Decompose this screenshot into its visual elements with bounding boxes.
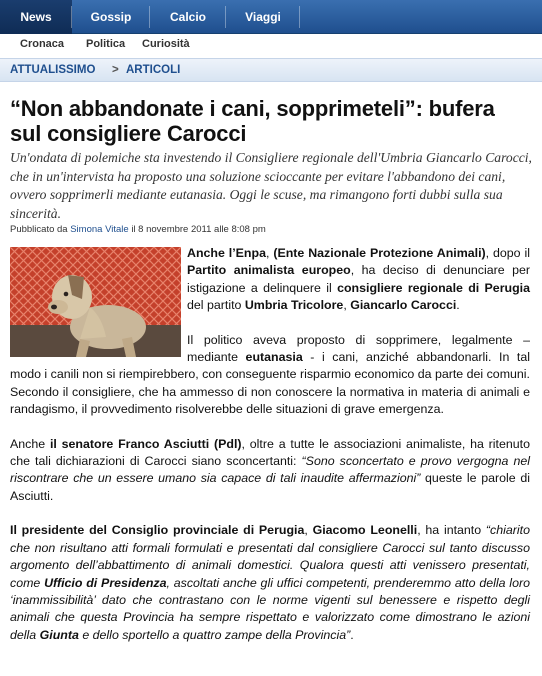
breadcrumb-section[interactable]: ATTUALISSIMO xyxy=(10,64,96,76)
p3-t3: , oltre a tutte le associazioni animaliste, ha ritenuto che tali dichiarazioni di Carocci siano sconcertanti: xyxy=(10,436,531,469)
article-paragraph-4 xyxy=(10,522,530,644)
p2-t2: eutanasia xyxy=(245,350,303,365)
p1-t11: Giancarlo Carocci xyxy=(350,298,457,313)
sub-navigation xyxy=(0,34,542,56)
tab-calcio[interactable] xyxy=(150,0,226,34)
p1-t10: , xyxy=(343,298,351,313)
p4-t9: e dello sportello a quattro zampe della Provincia” xyxy=(78,627,351,642)
p3-t1: Anche xyxy=(10,436,50,451)
p4-t10: . xyxy=(350,627,354,642)
subnav-curiosita[interactable]: Curiosità xyxy=(142,38,190,50)
article-body xyxy=(10,245,530,661)
dog-photo xyxy=(10,247,181,357)
p4-t6: Ufficio di Presidenza xyxy=(44,575,167,590)
p1-t12: . xyxy=(456,298,460,313)
byline-prefix: Pubblicato da xyxy=(10,224,68,235)
top-navigation xyxy=(0,0,542,34)
breadcrumb-page[interactable]: ARTICOLI xyxy=(126,64,181,76)
p4-t4: , ha intanto xyxy=(417,523,486,538)
p3-t5: queste le parole di Asciutti. xyxy=(10,471,530,503)
tab-gossip-label: Gossip xyxy=(90,10,132,24)
p1-t4: , dopo il xyxy=(485,246,530,260)
tab-viaggi[interactable] xyxy=(226,0,300,34)
tab-calcio-label: Calcio xyxy=(169,10,206,24)
p1-t3: (Ente Nazionale Protezione Animali) xyxy=(273,246,486,260)
tab-gossip[interactable] xyxy=(72,0,150,34)
p1-t9: Umbria Tricolore xyxy=(244,298,344,313)
byline-date: il 8 novembre 2011 alle 8:08 pm xyxy=(131,224,266,235)
breadcrumb xyxy=(0,58,542,82)
p1-t1: Anche l’Enpa xyxy=(187,246,266,260)
p2-t3: - i cani, anziché abbandonarli. In tal modo i canili non si riempirebbero, con conseguente risparmio economico da parte dei comuni. Secondo il consigliere, che ha ammesso di non conoscere la normativa in materia di animali e randagismo, il provvedimento risolverebbe delle situazioni di grave emergenza. xyxy=(10,350,530,417)
p4-t2: , xyxy=(304,523,313,538)
subnav-politica[interactable]: Politica xyxy=(86,38,126,50)
p3-t2: il senatore Franco Asciutti (Pdl) xyxy=(49,436,242,451)
article-byline xyxy=(10,224,530,235)
p3-t4: “Sono sconcertato e provo vergogna nel riscontrare che un essere umano sia capace di tali inaudite affermazioni” xyxy=(10,454,530,486)
byline-author[interactable]: Simona Vitale xyxy=(70,224,129,235)
p1-t8: del partito xyxy=(187,298,245,313)
p1-t7: consigliere regionale di Perugia xyxy=(337,280,530,295)
article-standfirst: Un'ondata di polemiche sta investendo il Consigliere regionale dell'Umbria Giancarlo Carocci, che in un'intervista ha proposto una soluzione scioccante per evitare l'abbandono dei cani, ovvero sopprimerli mediante eutanasia. Oggi le scuse, ma rimangono forti dubbi sulla sua sincerità. xyxy=(10,150,532,221)
tab-news[interactable] xyxy=(0,0,72,34)
p4-t5: “chiarito che non risultano atti formali formulati e presentati dal consigliere Carocci sul tanto discusso argomento dell’abbattimento di animali domestici. Qualora questi atti venissero presentati, come xyxy=(10,523,530,590)
p1-t2: , xyxy=(265,246,274,260)
p4-t8: Giunta xyxy=(39,627,79,642)
p1-t6: , ha deciso di denunciare per istigazione a delinquere il xyxy=(187,263,530,295)
p4-t1: Il presidente del Consiglio provinciale di Perugia xyxy=(10,523,305,538)
p2-t1: Il politico aveva proposto di sopprimere, legalmente – mediante xyxy=(187,332,530,365)
p1-t5: Partito animalista europeo xyxy=(187,263,351,278)
tab-viaggi-label: Viaggi xyxy=(245,10,281,24)
article-paragraph-3 xyxy=(10,436,530,506)
p4-t3: Giacomo Leonelli xyxy=(312,523,418,538)
article-headline: “Non abbandonate i cani, sopprimeteli”: bufera sul consigliere Carocci xyxy=(10,96,495,146)
subnav-cronaca[interactable]: Cronaca xyxy=(20,38,65,50)
tab-news-label: News xyxy=(20,10,52,24)
breadcrumb-separator: > xyxy=(112,64,119,76)
p4-t7: , ascoltati anche gli uffici competenti, prenderemmo atto della loro ‘inammissibilità’ dato che contrastano con le norme vigenti sul benessere e rispetto degli animali che questa Provincia ha sempre rispettato e valorizzato come dimostrano le azioni della xyxy=(10,575,530,642)
